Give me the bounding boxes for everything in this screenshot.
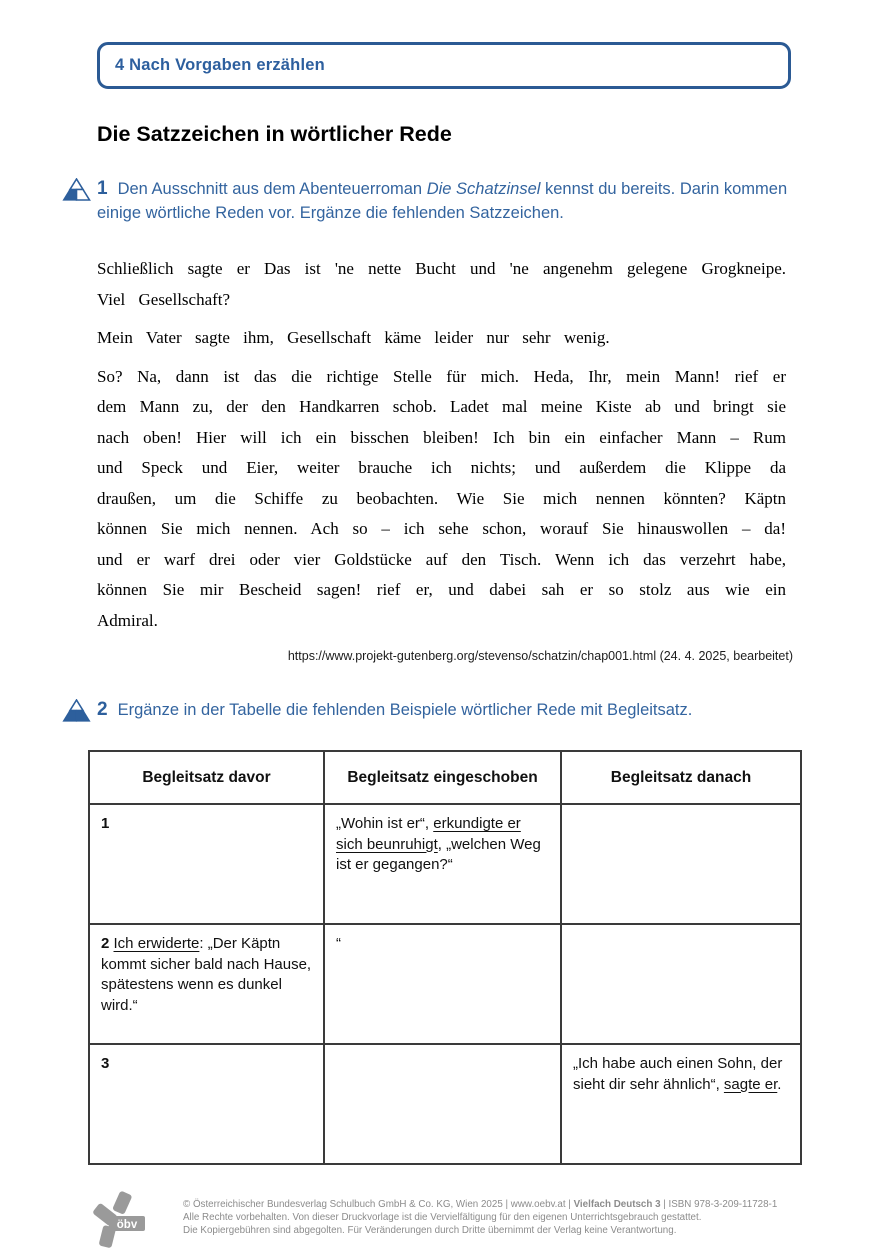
column-header: Begleitsatz davor: [89, 751, 324, 804]
chapter-header-box: [97, 42, 791, 89]
passage-paragraph: Schließlich sagte er Das ist 'ne nette Bucht und 'ne angenehm gelegene Grogkneipe. Viel Gesellschaft?: [97, 259, 786, 309]
footer-line: Alle Rechte vorbehalten. Von dieser Druckvorlage ist die Vervielfältigung für den eigenen Unterrichtsgebrauch gestattet.: [183, 1212, 702, 1223]
difficulty-triangle-icon: [62, 178, 91, 208]
page-title: Die Satzzeichen in wörtlicher Rede: [97, 122, 452, 146]
table-cell-empty: [561, 924, 801, 1044]
column-header: Begleitsatz danach: [561, 751, 801, 804]
table-row: [89, 1044, 801, 1164]
column-header: Begleitsatz eingeschoben: [324, 751, 561, 804]
table-cell: 1: [89, 804, 324, 924]
table-row: [89, 924, 801, 1044]
table-cell: “: [324, 924, 561, 1044]
table-row: [89, 804, 801, 924]
passage-paragraph: Mein Vater sagte ihm, Gesellschaft käme leider nur sehr wenig.: [97, 328, 610, 347]
table-cell: „Ich habe auch einen Sohn, der sieht dir sehr ähnlich“, sagte er.: [561, 1044, 801, 1164]
footer-line: Die Kopiergebühren sind abgegolten. Für Veränderungen durch Dritte übernimmt der Verlag keine Verantwortung.: [183, 1225, 677, 1236]
footer-line: © Österreichischer Bundesverlag Schulbuch GmbH & Co. KG, Wien 2025 | www.oebv.at | Vielfach Deutsch 3 | ISBN 978-3-209-11728-1: [183, 1199, 778, 1210]
chapter-header-label: 4 Nach Vorgaben erzählen: [115, 56, 325, 74]
oebv-logo: [92, 1191, 148, 1256]
exercise-text: Ergänze in der Tabelle die fehlenden Beispiele wörtlicher Rede mit Begleitsatz.: [117, 701, 693, 719]
exercise-2-instruction: [97, 698, 797, 722]
exercise-text: Den Ausschnitt aus dem Abenteuerroman Die Schatzinsel kennst du bereits. Darin kommen einige wörtliche Reden vor. Ergänze die fehlenden Satzzeichen.: [97, 180, 788, 222]
difficulty-triangle-icon: [62, 699, 91, 729]
exercise-1-instruction: [97, 177, 797, 225]
table-header-row: [89, 751, 801, 804]
table-cell: „Wohin ist er“, erkundigte er sich beunruhigt, „welchen Weg ist er gegangen?“: [324, 804, 561, 924]
table-cell-empty: [561, 804, 801, 924]
footer-imprint: [183, 1198, 803, 1237]
exercise-number: 1: [97, 178, 108, 199]
oebv-logo-text: öbv: [116, 1219, 138, 1231]
exercise-number: 2: [97, 699, 108, 720]
table-cell: 3: [89, 1044, 324, 1164]
source-citation: https://www.projekt-gutenberg.org/stevenso/schatzin/chap001.html (24. 4. 2025, bearbeitet): [287, 649, 793, 663]
reading-passage: [97, 254, 786, 644]
table-cell-empty: [324, 1044, 561, 1164]
begleitsatz-table: [88, 750, 802, 1165]
table-cell: 2 Ich erwiderte: „Der Käptn kommt sicher bald nach Hause, spätestens wenn es dunkel wird.“: [89, 924, 324, 1044]
passage-paragraph: So? Na, dann ist das die richtige Stelle für mich. Heda, Ihr, mein Mann! rief er dem Mann zu, der den Handkarren schob. Ladet mal meine Kiste ab und bringt sie nach oben! Hier will ich ein bisschen bleiben! Ich bin ein einfacher Mann – Rum und Speck und Eier, weiter brauche ich nichts; und außerdem die Klippe da draußen, um die Schiffe zu beobachten. Wie Sie mich nennen könnten? Käptn können Sie mich nennen. Ach so – ich sehe schon, worauf Sie hinauswollen – da! und er warf drei oder vier Goldstücke auf den Tisch. Wenn ich das verzehrt habe, können Sie mir Bescheid sagen! rief er, und dabei sah er so stolz aus wie ein Admiral.: [97, 366, 786, 630]
